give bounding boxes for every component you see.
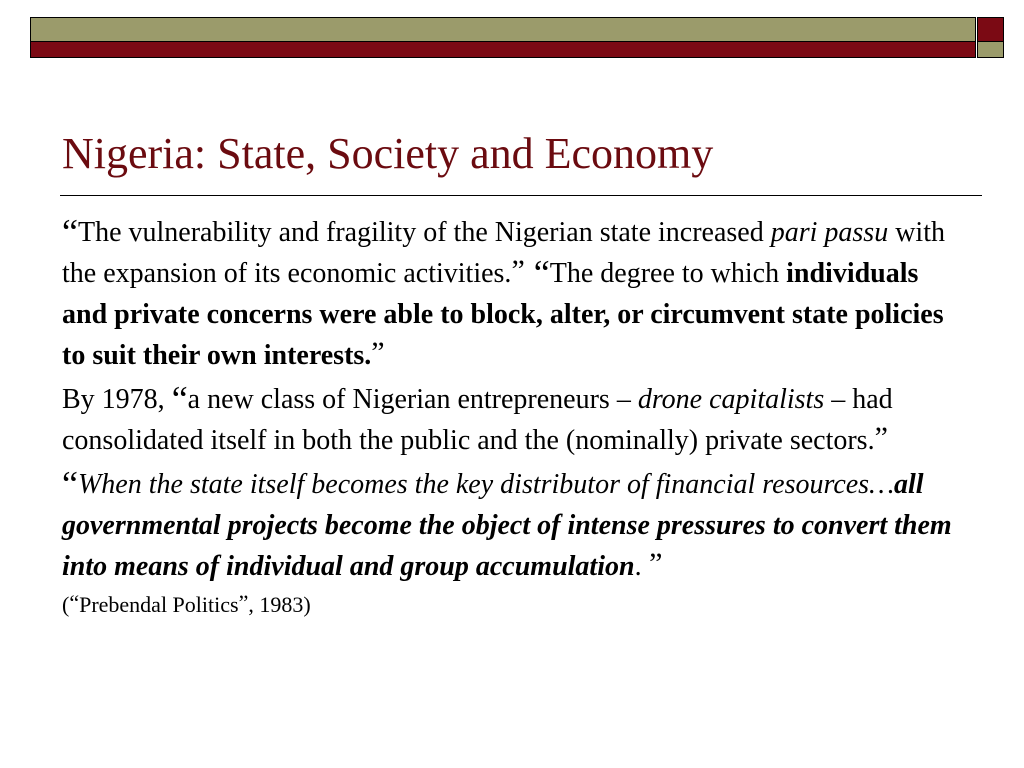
para2-italic: drone capitalists — [637, 384, 825, 415]
citation-title: Prebendal Politics — [79, 592, 239, 617]
open-quote: “ — [62, 464, 78, 504]
close-quote: ” — [511, 254, 525, 287]
quote3-italic: When the state itself becomes the key distributor of financial resources… — [77, 469, 894, 500]
open-quote: “ — [524, 253, 550, 293]
header-bar-olive — [30, 17, 976, 42]
close-quote: ” — [641, 547, 663, 580]
citation — [62, 590, 962, 620]
quote-paragraph-1 — [62, 212, 962, 376]
quote1-text-b: with the expansion of its economic activities. — [62, 217, 945, 289]
quote1-italic: pari passu — [770, 217, 889, 248]
slide-body — [62, 212, 962, 623]
para2-text-a: By 1978, — [62, 384, 172, 415]
header-square-red — [977, 17, 1004, 42]
header-bar-red — [30, 42, 976, 58]
close-quote: ” — [371, 336, 385, 369]
open-quote: “ — [69, 590, 80, 615]
quote1-text-a: The vulnerability and fragility of the Nigerian state increased — [77, 217, 771, 248]
quote1-text-c: The degree to which — [549, 258, 787, 289]
title-divider — [60, 195, 982, 196]
quote3-bold-italic: all governmental projects become the object of intense pressures to convert them into means of individual and group accumulation — [62, 469, 952, 582]
quote-paragraph-3 — [62, 464, 962, 587]
close-quote: ” — [874, 421, 888, 454]
para2-text-b: a new class of Nigerian entrepreneurs – — [187, 384, 638, 415]
close-quote: ” — [238, 590, 249, 615]
open-quote: “ — [62, 212, 78, 252]
citation-open: ( — [62, 592, 70, 617]
slide-title: Nigeria: State, Society and Economy — [62, 129, 714, 178]
quote3-tail: . — [634, 551, 642, 582]
open-quote: “ — [171, 379, 188, 419]
citation-rest: , 1983) — [248, 592, 311, 617]
header-square-olive — [977, 42, 1004, 58]
para2-text-c: – had consolidated itself in both the public and the (nominally) private sectors. — [62, 384, 893, 456]
paragraph-2 — [62, 379, 962, 461]
quote1-bold: individuals and private concerns were able to block, alter, or circumvent state policies to suit their own interests. — [62, 258, 944, 371]
